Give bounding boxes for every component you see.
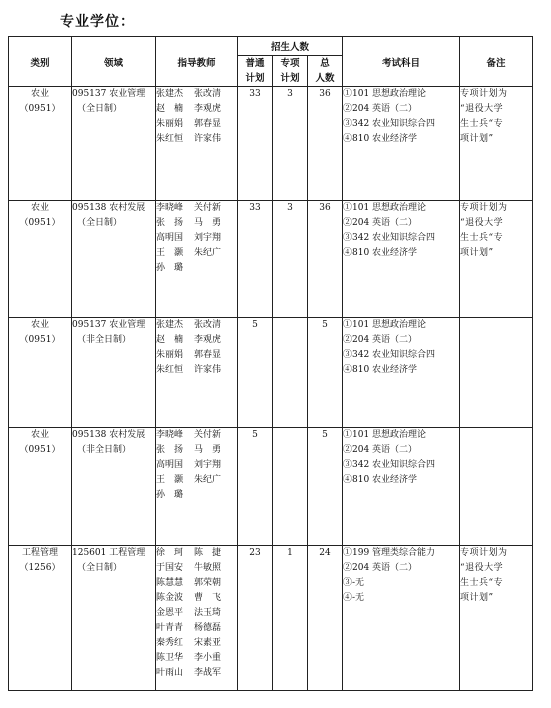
advisor-name: 陈卫华 bbox=[156, 653, 184, 663]
advisor-line bbox=[156, 132, 237, 147]
category-cell bbox=[9, 87, 72, 201]
advisor-name: 李观虎 bbox=[194, 335, 222, 345]
advisor-name: 李小重 bbox=[194, 653, 222, 663]
category-cell bbox=[9, 318, 72, 428]
category-line: （0951） bbox=[19, 218, 61, 228]
exams-cell bbox=[343, 318, 460, 428]
advisor-name: 朱红恒 bbox=[156, 365, 184, 375]
advisor-name: 徐 珂 bbox=[156, 548, 184, 558]
advisor-name: 赵 楠 bbox=[156, 335, 184, 345]
advisor-name: 陈金波 bbox=[156, 593, 184, 603]
advisor-name: 陈慧慧 bbox=[156, 578, 184, 588]
header-enrollment: 招生人数 bbox=[238, 37, 343, 56]
exam-subject: ②204 英语（二） bbox=[343, 445, 418, 455]
note-line: “退役大学 bbox=[460, 218, 504, 228]
advisor-line bbox=[156, 216, 237, 231]
total-cell: 5 bbox=[308, 428, 343, 546]
category-cell bbox=[9, 428, 72, 546]
advisor-name: 法玉琦 bbox=[194, 608, 222, 618]
advisor-name: 曹 飞 bbox=[194, 593, 222, 603]
exam-subject: ①199 管理类综合能力 bbox=[343, 548, 436, 558]
category-line: （1256） bbox=[19, 563, 61, 573]
exam-subject: ②204 英语（二） bbox=[343, 218, 418, 228]
regular-plan-cell: 33 bbox=[238, 87, 273, 201]
advisor-line bbox=[156, 621, 237, 636]
field-code: 095137 农业管理 bbox=[72, 320, 146, 330]
advisor-name: 秦秀红 bbox=[156, 638, 184, 648]
exam-subject: ④810 农业经济学 bbox=[343, 475, 418, 485]
advisor-name: 于国安 bbox=[156, 563, 184, 573]
regular-plan-cell: 23 bbox=[238, 546, 273, 691]
category-line: （0951） bbox=[19, 445, 61, 455]
exams-cell bbox=[343, 546, 460, 691]
note-line: 专项计划为 bbox=[460, 548, 508, 558]
advisor-line bbox=[156, 201, 237, 216]
notes-cell bbox=[460, 87, 533, 201]
advisor-name: 张改清 bbox=[194, 89, 222, 99]
field-mode: （全日制） bbox=[77, 104, 123, 114]
category-line: （0951） bbox=[19, 104, 61, 114]
exam-subject: ④810 农业经济学 bbox=[343, 248, 418, 258]
total-cell: 36 bbox=[308, 87, 343, 201]
special-plan-cell: 3 bbox=[273, 201, 308, 318]
note-line: 专项计划为 bbox=[460, 203, 508, 213]
header-regular-plan: 普通 计划 bbox=[238, 56, 273, 87]
table-body bbox=[9, 87, 533, 691]
exam-subject: ③342 农业知识综合四 bbox=[343, 233, 436, 243]
exam-subject: ①101 思想政治理论 bbox=[343, 89, 427, 99]
table-row bbox=[9, 546, 533, 691]
exam-subject: ④-无 bbox=[343, 593, 365, 603]
advisor-name: 叶青青 bbox=[156, 623, 184, 633]
regular-plan-cell: 5 bbox=[238, 428, 273, 546]
total-cell: 36 bbox=[308, 201, 343, 318]
advisor-line bbox=[156, 651, 237, 666]
category-line: 农业 bbox=[30, 320, 49, 330]
advisor-name: 郭荣朝 bbox=[194, 578, 222, 588]
exam-subject: ③342 农业知识综合四 bbox=[343, 350, 436, 360]
note-line: “退役大学 bbox=[460, 104, 504, 114]
advisor-line bbox=[156, 318, 237, 333]
advisors-cell bbox=[156, 201, 238, 318]
field-cell bbox=[72, 546, 156, 691]
advisor-line bbox=[156, 363, 237, 378]
note-line: 项计划” bbox=[460, 134, 494, 144]
advisor-line bbox=[156, 246, 237, 261]
advisor-line bbox=[156, 87, 237, 102]
exam-subject: ②204 英语（二） bbox=[343, 335, 418, 345]
advisor-line bbox=[156, 546, 237, 561]
special-plan-cell: 3 bbox=[273, 87, 308, 201]
category-line: 农业 bbox=[30, 430, 49, 440]
advisor-line bbox=[156, 666, 237, 681]
notes-cell bbox=[460, 318, 533, 428]
special-plan-cell: 1 bbox=[273, 546, 308, 691]
special-plan-cell bbox=[273, 428, 308, 546]
advisor-line bbox=[156, 333, 237, 348]
field-mode: （非全日制） bbox=[77, 445, 132, 455]
header-total: 总 人数 bbox=[308, 56, 343, 87]
header-advisors: 指导教师 bbox=[156, 37, 238, 87]
regular-plan-cell: 5 bbox=[238, 318, 273, 428]
advisor-name: 杨德磊 bbox=[194, 623, 222, 633]
advisor-name: 牛敏照 bbox=[194, 563, 222, 573]
note-line: 生士兵“专 bbox=[460, 578, 504, 588]
advisor-name: 李晓峰 bbox=[156, 430, 184, 440]
advisor-line bbox=[156, 488, 237, 503]
note-line: 项计划” bbox=[460, 593, 494, 603]
header-notes: 备注 bbox=[460, 37, 533, 87]
advisor-line bbox=[156, 443, 237, 458]
advisor-line bbox=[156, 231, 237, 246]
field-cell bbox=[72, 428, 156, 546]
table-row bbox=[9, 318, 533, 428]
advisor-name: 张改清 bbox=[194, 320, 222, 330]
exam-subject: ④810 农业经济学 bbox=[343, 134, 418, 144]
exam-subject: ③-无 bbox=[343, 578, 365, 588]
advisors-cell bbox=[156, 546, 238, 691]
advisor-name: 刘宇翔 bbox=[194, 233, 222, 243]
field-mode: （全日制） bbox=[77, 563, 123, 573]
exam-subject: ③342 农业知识综合四 bbox=[343, 119, 436, 129]
exam-subject: ①101 思想政治理论 bbox=[343, 203, 427, 213]
advisor-name: 孙 璐 bbox=[156, 263, 184, 273]
category-line: （0951） bbox=[19, 335, 61, 345]
advisor-name: 朱红恒 bbox=[156, 134, 184, 144]
field-cell bbox=[72, 201, 156, 318]
advisor-name: 张建杰 bbox=[156, 320, 184, 330]
note-line: “退役大学 bbox=[460, 563, 504, 573]
header-category: 类别 bbox=[9, 37, 72, 87]
notes-cell bbox=[460, 428, 533, 546]
advisor-name: 张 扬 bbox=[156, 445, 184, 455]
advisor-line bbox=[156, 473, 237, 488]
advisor-name: 关付新 bbox=[194, 430, 222, 440]
header-special-plan: 专项 计划 bbox=[273, 56, 308, 87]
note-line: 专项计划为 bbox=[460, 89, 508, 99]
advisor-name: 朱丽娟 bbox=[156, 119, 184, 129]
field-mode: （非全日制） bbox=[77, 335, 132, 345]
field-cell bbox=[72, 87, 156, 201]
advisor-name: 关付新 bbox=[194, 203, 222, 213]
advisor-line bbox=[156, 348, 237, 363]
advisor-line bbox=[156, 591, 237, 606]
notes-cell bbox=[460, 201, 533, 318]
advisor-name: 郭春显 bbox=[194, 350, 222, 360]
advisor-name: 高明国 bbox=[156, 233, 184, 243]
admissions-table bbox=[8, 36, 533, 691]
total-cell: 5 bbox=[308, 318, 343, 428]
regular-plan-cell: 33 bbox=[238, 201, 273, 318]
category-line: 工程管理 bbox=[21, 548, 58, 558]
advisor-line bbox=[156, 102, 237, 117]
advisor-name: 许家伟 bbox=[194, 365, 222, 375]
field-code: 095137 农业管理 bbox=[72, 89, 146, 99]
advisor-name: 李战军 bbox=[194, 668, 222, 678]
category-line: 农业 bbox=[30, 203, 49, 213]
advisor-name: 张 扬 bbox=[156, 218, 184, 228]
field-mode: （全日制） bbox=[77, 218, 123, 228]
advisor-name: 孙 璐 bbox=[156, 490, 184, 500]
advisor-name: 许家伟 bbox=[194, 134, 222, 144]
category-cell bbox=[9, 201, 72, 318]
advisor-name: 王 灏 bbox=[156, 248, 184, 258]
advisor-name: 陈 捷 bbox=[194, 548, 222, 558]
advisor-name: 李观虎 bbox=[194, 104, 222, 114]
field-cell bbox=[72, 318, 156, 428]
header-row bbox=[9, 37, 533, 56]
special-plan-cell bbox=[273, 318, 308, 428]
table-row bbox=[9, 201, 533, 318]
page-heading: 专业学位： bbox=[60, 14, 135, 30]
exam-subject: ①101 思想政治理论 bbox=[343, 430, 427, 440]
note-line: 生士兵“专 bbox=[460, 233, 504, 243]
advisor-name: 王 灏 bbox=[156, 475, 184, 485]
advisors-cell bbox=[156, 318, 238, 428]
advisor-name: 赵 楠 bbox=[156, 104, 184, 114]
exams-cell bbox=[343, 87, 460, 201]
advisor-name: 李晓峰 bbox=[156, 203, 184, 213]
advisor-line bbox=[156, 117, 237, 132]
field-code: 095138 农村发展 bbox=[72, 430, 146, 440]
header-field: 领域 bbox=[72, 37, 156, 87]
advisors-cell bbox=[156, 87, 238, 201]
advisor-name: 高明国 bbox=[156, 460, 184, 470]
advisor-line bbox=[156, 261, 237, 276]
advisor-line bbox=[156, 606, 237, 621]
advisor-name: 宋素亚 bbox=[194, 638, 222, 648]
advisors-cell bbox=[156, 428, 238, 546]
table-row bbox=[9, 87, 533, 201]
field-code: 095138 农村发展 bbox=[72, 203, 146, 213]
advisor-name: 马 勇 bbox=[194, 445, 222, 455]
exam-subject: ②204 英语（二） bbox=[343, 563, 418, 573]
advisor-name: 叶雨山 bbox=[156, 668, 184, 678]
advisor-name: 金恩平 bbox=[156, 608, 184, 618]
advisor-name: 朱纪广 bbox=[194, 248, 222, 258]
exams-cell bbox=[343, 201, 460, 318]
note-line: 生士兵“专 bbox=[460, 119, 504, 129]
note-line: 项计划” bbox=[460, 248, 494, 258]
advisor-name: 张建杰 bbox=[156, 89, 184, 99]
notes-cell bbox=[460, 546, 533, 691]
advisor-line bbox=[156, 636, 237, 651]
header-exams: 考试科目 bbox=[343, 37, 460, 87]
exam-subject: ④810 农业经济学 bbox=[343, 365, 418, 375]
advisor-name: 刘宇翔 bbox=[194, 460, 222, 470]
exams-cell bbox=[343, 428, 460, 546]
total-cell: 24 bbox=[308, 546, 343, 691]
exam-subject: ③342 农业知识综合四 bbox=[343, 460, 436, 470]
advisor-line bbox=[156, 576, 237, 591]
advisor-line bbox=[156, 458, 237, 473]
advisor-name: 朱纪广 bbox=[194, 475, 222, 485]
category-cell bbox=[9, 546, 72, 691]
advisor-name: 郭春显 bbox=[194, 119, 222, 129]
advisor-line bbox=[156, 428, 237, 443]
exam-subject: ②204 英语（二） bbox=[343, 104, 418, 114]
advisor-name: 马 勇 bbox=[194, 218, 222, 228]
category-line: 农业 bbox=[30, 89, 49, 99]
advisor-name: 朱丽娟 bbox=[156, 350, 184, 360]
field-code: 125601 工程管理 bbox=[72, 548, 146, 558]
advisor-line bbox=[156, 561, 237, 576]
exam-subject: ①101 思想政治理论 bbox=[343, 320, 427, 330]
table-row bbox=[9, 428, 533, 546]
